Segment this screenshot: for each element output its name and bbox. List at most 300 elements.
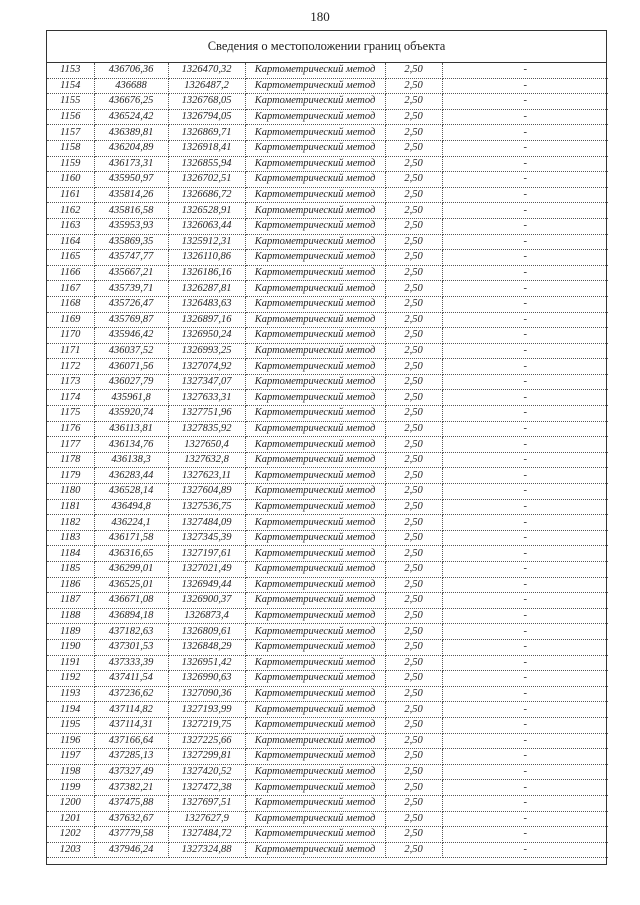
y-coordinate-cell: 1327197,61: [168, 546, 245, 562]
y-coordinate-cell: 1326897,16: [168, 312, 245, 328]
description-cell: -: [442, 218, 608, 234]
method-cell: Картометрический метод: [245, 546, 385, 562]
description-cell: -: [442, 437, 608, 453]
y-coordinate-cell: 1326768,05: [168, 94, 245, 110]
y-coordinate-cell: 1327650,4: [168, 437, 245, 453]
accuracy-cell: 2,50: [385, 686, 442, 702]
accuracy-cell: 2,50: [385, 608, 442, 624]
point-number-cell: 1158: [47, 140, 94, 156]
point-number-cell: 1196: [47, 733, 94, 749]
x-coordinate-cell: 436671,08: [94, 593, 168, 609]
method-cell: Картометрический метод: [245, 702, 385, 718]
table-row: [47, 671, 608, 687]
x-coordinate-cell: 435814,26: [94, 187, 168, 203]
accuracy-cell: 2,50: [385, 468, 442, 484]
method-cell: Картометрический метод: [245, 608, 385, 624]
accuracy-cell: 2,50: [385, 78, 442, 94]
method-cell: Картометрический метод: [245, 593, 385, 609]
y-coordinate-cell: 1327219,75: [168, 717, 245, 733]
description-cell: -: [442, 343, 608, 359]
table-row: [47, 156, 608, 172]
method-cell: Картометрический метод: [245, 733, 385, 749]
accuracy-cell: 2,50: [385, 390, 442, 406]
accuracy-cell: 2,50: [385, 437, 442, 453]
x-coordinate-cell: 436389,81: [94, 125, 168, 141]
method-cell: Картометрический метод: [245, 421, 385, 437]
y-coordinate-cell: 1327604,89: [168, 484, 245, 500]
description-cell: -: [442, 686, 608, 702]
y-coordinate-cell: 1326686,72: [168, 187, 245, 203]
y-coordinate-cell: 1327324,88: [168, 842, 245, 858]
x-coordinate-cell: 436894,18: [94, 608, 168, 624]
y-coordinate-cell: 1327420,52: [168, 764, 245, 780]
point-number-cell: 1169: [47, 312, 94, 328]
x-coordinate-cell: 437475,88: [94, 795, 168, 811]
x-coordinate-cell: 437114,31: [94, 717, 168, 733]
accuracy-cell: 2,50: [385, 827, 442, 843]
accuracy-cell: 2,50: [385, 733, 442, 749]
method-cell: Картометрический метод: [245, 265, 385, 281]
description-cell: -: [442, 250, 608, 266]
description-cell: -: [442, 94, 608, 110]
point-number-cell: 1173: [47, 374, 94, 390]
method-cell: Картометрический метод: [245, 452, 385, 468]
x-coordinate-cell: 436528,14: [94, 484, 168, 500]
table-row: [47, 250, 608, 266]
point-number-cell: 1192: [47, 671, 94, 687]
table-row: [47, 811, 608, 827]
point-number-cell: 1157: [47, 125, 94, 141]
accuracy-cell: 2,50: [385, 577, 442, 593]
description-cell: -: [442, 717, 608, 733]
point-number-cell: 1189: [47, 624, 94, 640]
method-cell: Картометрический метод: [245, 780, 385, 796]
method-cell: Картометрический метод: [245, 156, 385, 172]
description-cell: -: [442, 764, 608, 780]
description-cell: -: [442, 234, 608, 250]
description-cell: -: [442, 140, 608, 156]
description-cell: -: [442, 546, 608, 562]
y-coordinate-cell: 1327347,07: [168, 374, 245, 390]
accuracy-cell: 2,50: [385, 484, 442, 500]
method-cell: Картометрический метод: [245, 343, 385, 359]
y-coordinate-cell: 1326528,91: [168, 203, 245, 219]
table-row: [47, 281, 608, 297]
description-cell: -: [442, 795, 608, 811]
point-number-cell: 1162: [47, 203, 94, 219]
description-cell: -: [442, 156, 608, 172]
y-coordinate-cell: 1327633,31: [168, 390, 245, 406]
accuracy-cell: 2,50: [385, 265, 442, 281]
point-number-cell: 1167: [47, 281, 94, 297]
description-cell: -: [442, 125, 608, 141]
table-row: [47, 203, 608, 219]
method-cell: Картометрический метод: [245, 842, 385, 858]
x-coordinate-cell: 436134,76: [94, 437, 168, 453]
x-coordinate-cell: 435869,35: [94, 234, 168, 250]
point-number-cell: 1168: [47, 296, 94, 312]
accuracy-cell: 2,50: [385, 499, 442, 515]
coordinates-table: [47, 63, 608, 858]
y-coordinate-cell: 1326848,29: [168, 639, 245, 655]
y-coordinate-cell: 1326470,32: [168, 63, 245, 78]
x-coordinate-cell: 435816,58: [94, 203, 168, 219]
method-cell: Картометрический метод: [245, 218, 385, 234]
description-cell: -: [442, 827, 608, 843]
point-number-cell: 1183: [47, 530, 94, 546]
point-number-cell: 1184: [47, 546, 94, 562]
description-cell: -: [442, 203, 608, 219]
accuracy-cell: 2,50: [385, 359, 442, 375]
description-cell: -: [442, 702, 608, 718]
method-cell: Картометрический метод: [245, 281, 385, 297]
x-coordinate-cell: 437946,24: [94, 842, 168, 858]
y-coordinate-cell: 1325912,31: [168, 234, 245, 250]
description-cell: -: [442, 78, 608, 94]
method-cell: Картометрический метод: [245, 468, 385, 484]
point-number-cell: 1164: [47, 234, 94, 250]
table-row: [47, 608, 608, 624]
method-cell: Картометрический метод: [245, 655, 385, 671]
method-cell: Картометрический метод: [245, 109, 385, 125]
table-row: [47, 749, 608, 765]
y-coordinate-cell: 1327627,9: [168, 811, 245, 827]
table-row: [47, 94, 608, 110]
accuracy-cell: 2,50: [385, 328, 442, 344]
x-coordinate-cell: 435920,74: [94, 406, 168, 422]
accuracy-cell: 2,50: [385, 343, 442, 359]
x-coordinate-cell: 437327,49: [94, 764, 168, 780]
point-number-cell: 1188: [47, 608, 94, 624]
method-cell: Картометрический метод: [245, 172, 385, 188]
description-cell: -: [442, 671, 608, 687]
accuracy-cell: 2,50: [385, 250, 442, 266]
method-cell: Картометрический метод: [245, 764, 385, 780]
description-cell: -: [442, 639, 608, 655]
description-cell: -: [442, 452, 608, 468]
y-coordinate-cell: 1327193,99: [168, 702, 245, 718]
table-row: [47, 328, 608, 344]
description-cell: -: [442, 328, 608, 344]
table-row: [47, 530, 608, 546]
point-number-cell: 1203: [47, 842, 94, 858]
y-coordinate-cell: 1327835,92: [168, 421, 245, 437]
table-row: [47, 374, 608, 390]
description-cell: -: [442, 530, 608, 546]
y-coordinate-cell: 1326487,2: [168, 78, 245, 94]
point-number-cell: 1153: [47, 63, 94, 78]
table-row: [47, 842, 608, 858]
method-cell: Картометрический метод: [245, 94, 385, 110]
method-cell: Картометрический метод: [245, 328, 385, 344]
point-number-cell: 1170: [47, 328, 94, 344]
x-coordinate-cell: 436173,31: [94, 156, 168, 172]
method-cell: Картометрический метод: [245, 827, 385, 843]
point-number-cell: 1171: [47, 343, 94, 359]
x-coordinate-cell: 435667,21: [94, 265, 168, 281]
table-row: [47, 639, 608, 655]
table-row: [47, 359, 608, 375]
x-coordinate-cell: 437285,13: [94, 749, 168, 765]
table-row: [47, 686, 608, 702]
table-row: [47, 733, 608, 749]
accuracy-cell: 2,50: [385, 63, 442, 78]
x-coordinate-cell: 436037,52: [94, 343, 168, 359]
method-cell: Картометрический метод: [245, 749, 385, 765]
accuracy-cell: 2,50: [385, 795, 442, 811]
method-cell: Картометрический метод: [245, 671, 385, 687]
x-coordinate-cell: 436494,8: [94, 499, 168, 515]
method-cell: Картометрический метод: [245, 562, 385, 578]
table-row: [47, 78, 608, 94]
y-coordinate-cell: 1327472,38: [168, 780, 245, 796]
table-row: [47, 468, 608, 484]
table-row: [47, 390, 608, 406]
x-coordinate-cell: 436525,01: [94, 577, 168, 593]
method-cell: Картометрический метод: [245, 390, 385, 406]
method-cell: Картометрический метод: [245, 515, 385, 531]
method-cell: Картометрический метод: [245, 125, 385, 141]
point-number-cell: 1160: [47, 172, 94, 188]
method-cell: Картометрический метод: [245, 312, 385, 328]
table-row: [47, 218, 608, 234]
table-row: [47, 780, 608, 796]
table-row: [47, 296, 608, 312]
point-number-cell: 1163: [47, 218, 94, 234]
table-row: [47, 499, 608, 515]
point-number-cell: 1199: [47, 780, 94, 796]
y-coordinate-cell: 1326993,25: [168, 343, 245, 359]
accuracy-cell: 2,50: [385, 452, 442, 468]
accuracy-cell: 2,50: [385, 717, 442, 733]
y-coordinate-cell: 1326900,37: [168, 593, 245, 609]
point-number-cell: 1161: [47, 187, 94, 203]
method-cell: Картометрический метод: [245, 437, 385, 453]
x-coordinate-cell: 437333,39: [94, 655, 168, 671]
method-cell: Картометрический метод: [245, 639, 385, 655]
point-number-cell: 1176: [47, 421, 94, 437]
y-coordinate-cell: 1326287,81: [168, 281, 245, 297]
y-coordinate-cell: 1326990,63: [168, 671, 245, 687]
x-coordinate-cell: 435953,93: [94, 218, 168, 234]
description-cell: -: [442, 484, 608, 500]
accuracy-cell: 2,50: [385, 764, 442, 780]
method-cell: Картометрический метод: [245, 359, 385, 375]
point-number-cell: 1202: [47, 827, 94, 843]
point-number-cell: 1187: [47, 593, 94, 609]
method-cell: Картометрический метод: [245, 187, 385, 203]
accuracy-cell: 2,50: [385, 172, 442, 188]
description-cell: -: [442, 624, 608, 640]
point-number-cell: 1165: [47, 250, 94, 266]
accuracy-cell: 2,50: [385, 671, 442, 687]
boundary-table-frame: [46, 30, 607, 865]
y-coordinate-cell: 1326063,44: [168, 218, 245, 234]
x-coordinate-cell: 435961,8: [94, 390, 168, 406]
point-number-cell: 1177: [47, 437, 94, 453]
y-coordinate-cell: 1326794,05: [168, 109, 245, 125]
accuracy-cell: 2,50: [385, 515, 442, 531]
y-coordinate-cell: 1327536,75: [168, 499, 245, 515]
description-cell: -: [442, 733, 608, 749]
table-row: [47, 421, 608, 437]
description-cell: -: [442, 374, 608, 390]
y-coordinate-cell: 1326949,44: [168, 577, 245, 593]
table-row: [47, 437, 608, 453]
x-coordinate-cell: 437182,63: [94, 624, 168, 640]
point-number-cell: 1194: [47, 702, 94, 718]
table-row: [47, 125, 608, 141]
table-row: [47, 406, 608, 422]
x-coordinate-cell: 435739,71: [94, 281, 168, 297]
table-row: [47, 827, 608, 843]
point-number-cell: 1182: [47, 515, 94, 531]
method-cell: Картометрический метод: [245, 203, 385, 219]
y-coordinate-cell: 1326951,42: [168, 655, 245, 671]
x-coordinate-cell: 435726,47: [94, 296, 168, 312]
y-coordinate-cell: 1326809,61: [168, 624, 245, 640]
method-cell: Картометрический метод: [245, 78, 385, 94]
table-row: [47, 187, 608, 203]
table-row: [47, 234, 608, 250]
method-cell: Картометрический метод: [245, 63, 385, 78]
y-coordinate-cell: 1327090,36: [168, 686, 245, 702]
table-row: [47, 452, 608, 468]
x-coordinate-cell: 437114,82: [94, 702, 168, 718]
y-coordinate-cell: 1327299,81: [168, 749, 245, 765]
x-coordinate-cell: 437411,54: [94, 671, 168, 687]
description-cell: -: [442, 655, 608, 671]
x-coordinate-cell: 437301,53: [94, 639, 168, 655]
accuracy-cell: 2,50: [385, 406, 442, 422]
method-cell: Картометрический метод: [245, 406, 385, 422]
x-coordinate-cell: 436299,01: [94, 562, 168, 578]
y-coordinate-cell: 1326186,16: [168, 265, 245, 281]
method-cell: Картометрический метод: [245, 374, 385, 390]
table-row: [47, 577, 608, 593]
accuracy-cell: 2,50: [385, 109, 442, 125]
x-coordinate-cell: 436113,81: [94, 421, 168, 437]
point-number-cell: 1191: [47, 655, 94, 671]
point-number-cell: 1172: [47, 359, 94, 375]
accuracy-cell: 2,50: [385, 296, 442, 312]
x-coordinate-cell: 436688: [94, 78, 168, 94]
y-coordinate-cell: 1327484,09: [168, 515, 245, 531]
x-coordinate-cell: 436676,25: [94, 94, 168, 110]
description-cell: -: [442, 187, 608, 203]
accuracy-cell: 2,50: [385, 655, 442, 671]
description-cell: -: [442, 312, 608, 328]
description-cell: -: [442, 780, 608, 796]
coordinates-table-body: [47, 63, 608, 858]
x-coordinate-cell: 437632,67: [94, 811, 168, 827]
table-row: [47, 624, 608, 640]
description-cell: -: [442, 63, 608, 78]
x-coordinate-cell: 437779,58: [94, 827, 168, 843]
y-coordinate-cell: 1327484,72: [168, 827, 245, 843]
x-coordinate-cell: 436283,44: [94, 468, 168, 484]
table-row: [47, 593, 608, 609]
y-coordinate-cell: 1326855,94: [168, 156, 245, 172]
description-cell: -: [442, 608, 608, 624]
x-coordinate-cell: 437236,62: [94, 686, 168, 702]
y-coordinate-cell: 1327623,11: [168, 468, 245, 484]
method-cell: Картометрический метод: [245, 499, 385, 515]
accuracy-cell: 2,50: [385, 546, 442, 562]
y-coordinate-cell: 1326702,51: [168, 172, 245, 188]
method-cell: Картометрический метод: [245, 234, 385, 250]
accuracy-cell: 2,50: [385, 749, 442, 765]
description-cell: -: [442, 172, 608, 188]
table-row: [47, 562, 608, 578]
method-cell: Картометрический метод: [245, 686, 385, 702]
table-row: [47, 764, 608, 780]
table-row: [47, 312, 608, 328]
description-cell: -: [442, 515, 608, 531]
point-number-cell: 1190: [47, 639, 94, 655]
method-cell: Картометрический метод: [245, 140, 385, 156]
description-cell: -: [442, 390, 608, 406]
accuracy-cell: 2,50: [385, 639, 442, 655]
accuracy-cell: 2,50: [385, 842, 442, 858]
x-coordinate-cell: 437166,64: [94, 733, 168, 749]
x-coordinate-cell: 437382,21: [94, 780, 168, 796]
accuracy-cell: 2,50: [385, 374, 442, 390]
table-row: [47, 265, 608, 281]
accuracy-cell: 2,50: [385, 312, 442, 328]
table-row: [47, 655, 608, 671]
x-coordinate-cell: 436316,65: [94, 546, 168, 562]
description-cell: -: [442, 406, 608, 422]
accuracy-cell: 2,50: [385, 811, 442, 827]
point-number-cell: 1197: [47, 749, 94, 765]
method-cell: Картометрический метод: [245, 811, 385, 827]
x-coordinate-cell: 436071,56: [94, 359, 168, 375]
y-coordinate-cell: 1327021,49: [168, 562, 245, 578]
table-row: [47, 717, 608, 733]
accuracy-cell: 2,50: [385, 593, 442, 609]
accuracy-cell: 2,50: [385, 187, 442, 203]
table-row: [47, 63, 608, 78]
y-coordinate-cell: 1327751,96: [168, 406, 245, 422]
y-coordinate-cell: 1326918,41: [168, 140, 245, 156]
x-coordinate-cell: 435769,87: [94, 312, 168, 328]
y-coordinate-cell: 1326483,63: [168, 296, 245, 312]
point-number-cell: 1195: [47, 717, 94, 733]
accuracy-cell: 2,50: [385, 156, 442, 172]
x-coordinate-cell: 436171,58: [94, 530, 168, 546]
description-cell: -: [442, 577, 608, 593]
x-coordinate-cell: 436224,1: [94, 515, 168, 531]
table-row: [47, 484, 608, 500]
description-cell: -: [442, 593, 608, 609]
table-row: [47, 546, 608, 562]
table-row: [47, 172, 608, 188]
x-coordinate-cell: 435747,77: [94, 250, 168, 266]
accuracy-cell: 2,50: [385, 234, 442, 250]
description-cell: -: [442, 265, 608, 281]
description-cell: -: [442, 499, 608, 515]
point-number-cell: 1159: [47, 156, 94, 172]
description-cell: -: [442, 562, 608, 578]
x-coordinate-cell: 435946,42: [94, 328, 168, 344]
accuracy-cell: 2,50: [385, 624, 442, 640]
y-coordinate-cell: 1327697,51: [168, 795, 245, 811]
x-coordinate-cell: 436138,3: [94, 452, 168, 468]
table-row: [47, 702, 608, 718]
y-coordinate-cell: 1326869,71: [168, 125, 245, 141]
method-cell: Картометрический метод: [245, 296, 385, 312]
